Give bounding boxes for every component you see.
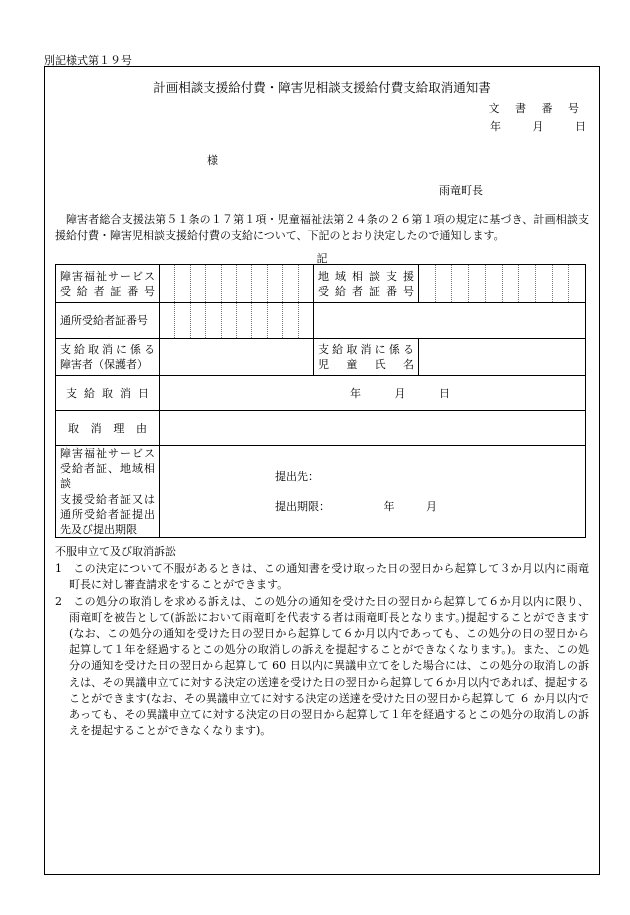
table-row-cancel-reason — [56, 411, 586, 446]
table-row-persons — [56, 339, 586, 376]
guardian-label: 支給取消に係る 障害者（保護者） — [56, 339, 160, 376]
recipient-suffix: 様 — [207, 154, 218, 167]
cancel-reason-value[interactable] — [160, 411, 586, 446]
submission-deadline: 提出期限： 年 月 — [275, 500, 437, 514]
welfare-service-cert-number[interactable] — [160, 265, 314, 303]
document-number-label: 文 書 番 号 — [488, 102, 585, 115]
table-row-submission — [56, 446, 586, 538]
date-day: 日 — [575, 120, 586, 133]
issuer: 雨竜町長 — [439, 184, 483, 197]
community-support-cert-label: 地域相談支援 受給者証番号 — [314, 265, 419, 303]
welfare-service-cert-label: 障害福祉サービス 受給者証番号 — [56, 265, 160, 303]
community-support-cert-number[interactable] — [419, 265, 586, 303]
form-number: 別記様式第１９号 — [44, 54, 132, 67]
document-title: 計画相談支援給付費・障害児相談支援給付費支給取消通知書 — [153, 80, 491, 95]
ki-marker: 記 — [316, 252, 328, 265]
date-year: 年 — [490, 120, 501, 133]
day-service-cert-blank — [314, 303, 586, 339]
submit-to: 提出先： — [275, 470, 319, 484]
appeal-item-1: 1 この決定について不服があるときは、この通知書を受け取った日の翌日から起算して３か月以内に雨竜町長に対し審査請求をすることができます。 — [55, 562, 589, 592]
date-month: 月 — [532, 120, 544, 133]
appeal-heading: 不服申立て及び取消訴訟 — [55, 545, 176, 558]
cancel-date-value[interactable]: 年 月 日 — [160, 376, 586, 411]
submission-value[interactable] — [160, 446, 586, 538]
appeal-section — [55, 544, 589, 739]
guardian-name[interactable] — [160, 339, 314, 376]
table-row-certificate-numbers — [56, 265, 586, 303]
info-table — [55, 264, 586, 538]
document-frame — [44, 66, 600, 875]
body-text: 障害者総合支援法第５１条の１７第１項・児童福祉法第２４条の２６第１項の規定に基づき、計画相談支援給付費・障害児相談支援給付費の支給について、下記のとおり決定したので通知します。 — [55, 213, 589, 242]
table-row-day-service-cert — [56, 303, 586, 339]
child-name[interactable] — [419, 339, 586, 376]
document-date — [462, 118, 586, 134]
day-service-cert-label: 通所受給者証番号 — [56, 303, 160, 339]
appeal-item-2: 2 この処分の取消しを求める訴えは、この処分の通知を受けた日の翌日から起算して６か月以内に限り、雨竜町を被告として(訴訟において雨竜町を代表する者は雨竜町長となります。)提起することができます(なお、この処分の通知を受けた日の翌日から起算して６か月以内であっても、この処分の日の翌日から起算して１年を経過するとこの処分の取消しの訴えを提起することができなくなります。)。また、この処分の通知を受けた日の翌日から起算して 60 日以内に異議申立てをした場合には、この処分の取消しの訴えは、その異議申立てに対する決定の送達を受けた日の翌日から起算して６か月以内であれば、提起することができます(なお、その異議申立てに対する決定の送達を受けた日の翌日から起算して ６ か月以内であっても、その異議申立てに対する決定の日の翌日から起算して１年を経過するとこの処分の取消しの訴えを提起することができなくなります)。 — [55, 594, 589, 738]
cancel-reason-label: 取消理由 — [56, 411, 160, 446]
cancel-date-label: 支給取消日 — [56, 376, 160, 411]
child-name-label: 支給取消に係る 児 童 氏 名 — [314, 339, 419, 376]
day-service-cert-number[interactable] — [160, 303, 314, 339]
table-row-cancel-date — [56, 376, 586, 411]
submission-label: 障害福祉サービス 受給者証、地域相談 支援受給者証又は 通所受給者証提出 先及び提出期限 — [56, 446, 160, 538]
